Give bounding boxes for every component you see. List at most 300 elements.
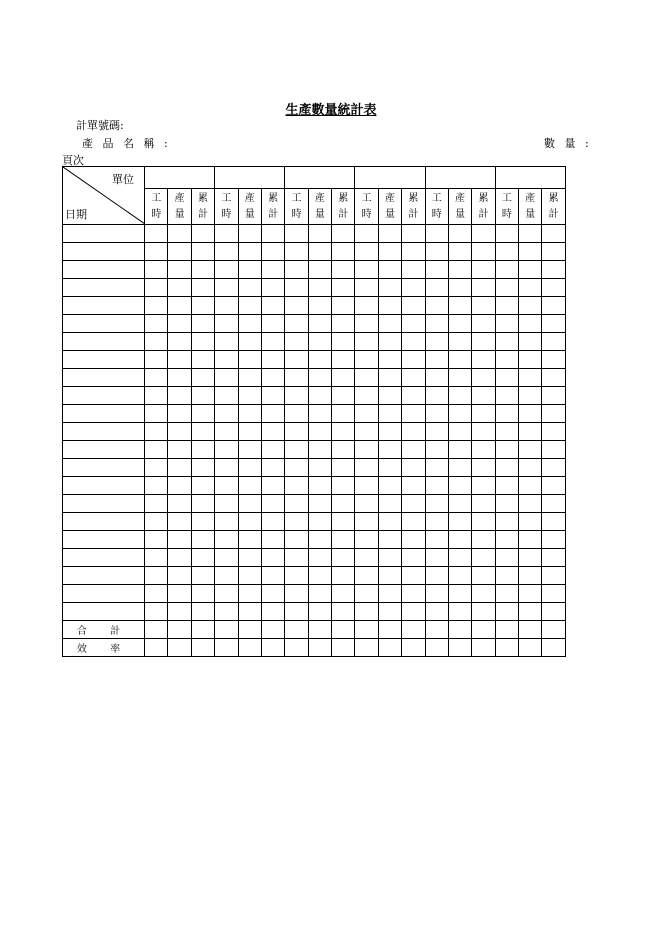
data-cell[interactable] — [542, 495, 565, 513]
data-cell[interactable] — [472, 279, 495, 297]
data-cell[interactable] — [285, 567, 308, 585]
data-cell[interactable] — [168, 405, 191, 423]
data-cell[interactable] — [519, 441, 542, 459]
data-cell[interactable] — [378, 243, 401, 261]
data-cell[interactable] — [519, 405, 542, 423]
data-cell[interactable] — [495, 477, 518, 495]
date-cell[interactable] — [63, 531, 145, 549]
unit-cell[interactable] — [425, 167, 495, 189]
data-cell[interactable] — [308, 639, 331, 657]
unit-cell[interactable] — [215, 167, 285, 189]
data-cell[interactable] — [542, 387, 565, 405]
data-cell[interactable] — [308, 513, 331, 531]
data-cell[interactable] — [261, 423, 284, 441]
data-cell[interactable] — [191, 477, 214, 495]
data-cell[interactable] — [542, 297, 565, 315]
data-cell[interactable] — [425, 495, 448, 513]
data-cell[interactable] — [472, 567, 495, 585]
data-cell[interactable] — [332, 549, 355, 567]
data-cell[interactable] — [285, 459, 308, 477]
data-cell[interactable] — [261, 243, 284, 261]
data-cell[interactable] — [215, 369, 238, 387]
data-cell[interactable] — [448, 297, 471, 315]
data-cell[interactable] — [215, 315, 238, 333]
data-cell[interactable] — [495, 279, 518, 297]
data-cell[interactable] — [355, 297, 378, 315]
data-cell[interactable] — [542, 621, 565, 639]
data-cell[interactable] — [285, 513, 308, 531]
data-cell[interactable] — [448, 441, 471, 459]
data-cell[interactable] — [261, 603, 284, 621]
data-cell[interactable] — [519, 297, 542, 315]
data-cell[interactable] — [355, 261, 378, 279]
data-cell[interactable] — [308, 567, 331, 585]
data-cell[interactable] — [355, 549, 378, 567]
data-cell[interactable] — [519, 225, 542, 243]
date-cell[interactable] — [63, 423, 145, 441]
data-cell[interactable] — [542, 531, 565, 549]
data-cell[interactable] — [261, 351, 284, 369]
data-cell[interactable] — [261, 387, 284, 405]
data-cell[interactable] — [495, 603, 518, 621]
data-cell[interactable] — [191, 315, 214, 333]
data-cell[interactable] — [332, 405, 355, 423]
data-cell[interactable] — [261, 459, 284, 477]
data-cell[interactable] — [145, 297, 168, 315]
data-cell[interactable] — [378, 603, 401, 621]
data-cell[interactable] — [238, 495, 261, 513]
data-cell[interactable] — [215, 459, 238, 477]
data-cell[interactable] — [285, 585, 308, 603]
data-cell[interactable] — [472, 243, 495, 261]
data-cell[interactable] — [238, 315, 261, 333]
data-cell[interactable] — [355, 225, 378, 243]
data-cell[interactable] — [261, 585, 284, 603]
data-cell[interactable] — [285, 495, 308, 513]
data-cell[interactable] — [261, 333, 284, 351]
data-cell[interactable] — [448, 639, 471, 657]
data-cell[interactable] — [495, 459, 518, 477]
data-cell[interactable] — [519, 639, 542, 657]
data-cell[interactable] — [355, 531, 378, 549]
data-cell[interactable] — [355, 423, 378, 441]
data-cell[interactable] — [448, 549, 471, 567]
data-cell[interactable] — [168, 459, 191, 477]
data-cell[interactable] — [145, 603, 168, 621]
data-cell[interactable] — [261, 279, 284, 297]
data-cell[interactable] — [355, 495, 378, 513]
data-cell[interactable] — [519, 387, 542, 405]
data-cell[interactable] — [285, 603, 308, 621]
data-cell[interactable] — [238, 441, 261, 459]
data-cell[interactable] — [215, 549, 238, 567]
data-cell[interactable] — [355, 369, 378, 387]
data-cell[interactable] — [215, 585, 238, 603]
data-cell[interactable] — [238, 603, 261, 621]
data-cell[interactable] — [261, 513, 284, 531]
data-cell[interactable] — [472, 387, 495, 405]
data-cell[interactable] — [495, 369, 518, 387]
data-cell[interactable] — [542, 513, 565, 531]
data-cell[interactable] — [472, 315, 495, 333]
data-cell[interactable] — [145, 333, 168, 351]
data-cell[interactable] — [332, 441, 355, 459]
data-cell[interactable] — [191, 279, 214, 297]
data-cell[interactable] — [472, 423, 495, 441]
data-cell[interactable] — [355, 315, 378, 333]
data-cell[interactable] — [448, 351, 471, 369]
data-cell[interactable] — [238, 567, 261, 585]
data-cell[interactable] — [519, 495, 542, 513]
unit-cell[interactable] — [285, 167, 355, 189]
data-cell[interactable] — [261, 567, 284, 585]
data-cell[interactable] — [308, 351, 331, 369]
data-cell[interactable] — [145, 279, 168, 297]
data-cell[interactable] — [378, 315, 401, 333]
data-cell[interactable] — [495, 351, 518, 369]
data-cell[interactable] — [355, 351, 378, 369]
data-cell[interactable] — [495, 225, 518, 243]
data-cell[interactable] — [191, 333, 214, 351]
data-cell[interactable] — [332, 369, 355, 387]
data-cell[interactable] — [238, 531, 261, 549]
data-cell[interactable] — [448, 603, 471, 621]
data-cell[interactable] — [355, 639, 378, 657]
data-cell[interactable] — [191, 297, 214, 315]
data-cell[interactable] — [332, 621, 355, 639]
data-cell[interactable] — [425, 639, 448, 657]
data-cell[interactable] — [425, 621, 448, 639]
data-cell[interactable] — [425, 225, 448, 243]
data-cell[interactable] — [402, 333, 425, 351]
data-cell[interactable] — [285, 315, 308, 333]
data-cell[interactable] — [215, 297, 238, 315]
data-cell[interactable] — [519, 243, 542, 261]
data-cell[interactable] — [378, 369, 401, 387]
date-cell[interactable] — [63, 567, 145, 585]
data-cell[interactable] — [308, 279, 331, 297]
data-cell[interactable] — [519, 513, 542, 531]
data-cell[interactable] — [285, 261, 308, 279]
data-cell[interactable] — [425, 351, 448, 369]
data-cell[interactable] — [215, 243, 238, 261]
data-cell[interactable] — [168, 621, 191, 639]
data-cell[interactable] — [542, 405, 565, 423]
data-cell[interactable] — [495, 585, 518, 603]
data-cell[interactable] — [519, 567, 542, 585]
data-cell[interactable] — [308, 477, 331, 495]
data-cell[interactable] — [191, 567, 214, 585]
data-cell[interactable] — [425, 387, 448, 405]
data-cell[interactable] — [425, 603, 448, 621]
data-cell[interactable] — [285, 297, 308, 315]
data-cell[interactable] — [378, 405, 401, 423]
data-cell[interactable] — [472, 441, 495, 459]
data-cell[interactable] — [168, 603, 191, 621]
data-cell[interactable] — [191, 441, 214, 459]
data-cell[interactable] — [308, 243, 331, 261]
data-cell[interactable] — [519, 261, 542, 279]
data-cell[interactable] — [448, 513, 471, 531]
data-cell[interactable] — [448, 531, 471, 549]
data-cell[interactable] — [425, 261, 448, 279]
data-cell[interactable] — [191, 423, 214, 441]
data-cell[interactable] — [238, 585, 261, 603]
data-cell[interactable] — [238, 369, 261, 387]
data-cell[interactable] — [332, 387, 355, 405]
date-cell[interactable] — [63, 513, 145, 531]
data-cell[interactable] — [215, 603, 238, 621]
data-cell[interactable] — [332, 567, 355, 585]
data-cell[interactable] — [448, 495, 471, 513]
data-cell[interactable] — [145, 621, 168, 639]
data-cell[interactable] — [145, 351, 168, 369]
data-cell[interactable] — [215, 405, 238, 423]
data-cell[interactable] — [425, 549, 448, 567]
data-cell[interactable] — [308, 387, 331, 405]
data-cell[interactable] — [285, 405, 308, 423]
data-cell[interactable] — [145, 495, 168, 513]
data-cell[interactable] — [261, 621, 284, 639]
data-cell[interactable] — [519, 351, 542, 369]
date-cell[interactable] — [63, 495, 145, 513]
data-cell[interactable] — [519, 333, 542, 351]
data-cell[interactable] — [378, 351, 401, 369]
data-cell[interactable] — [191, 405, 214, 423]
data-cell[interactable] — [472, 477, 495, 495]
data-cell[interactable] — [355, 387, 378, 405]
data-cell[interactable] — [425, 513, 448, 531]
data-cell[interactable] — [495, 549, 518, 567]
data-cell[interactable] — [472, 369, 495, 387]
data-cell[interactable] — [378, 297, 401, 315]
data-cell[interactable] — [542, 549, 565, 567]
data-cell[interactable] — [519, 315, 542, 333]
data-cell[interactable] — [308, 261, 331, 279]
data-cell[interactable] — [472, 297, 495, 315]
data-cell[interactable] — [378, 279, 401, 297]
data-cell[interactable] — [355, 477, 378, 495]
data-cell[interactable] — [261, 369, 284, 387]
data-cell[interactable] — [168, 423, 191, 441]
data-cell[interactable] — [168, 369, 191, 387]
data-cell[interactable] — [378, 495, 401, 513]
data-cell[interactable] — [402, 261, 425, 279]
data-cell[interactable] — [519, 531, 542, 549]
data-cell[interactable] — [448, 477, 471, 495]
data-cell[interactable] — [238, 243, 261, 261]
data-cell[interactable] — [215, 513, 238, 531]
data-cell[interactable] — [519, 477, 542, 495]
data-cell[interactable] — [472, 639, 495, 657]
data-cell[interactable] — [425, 405, 448, 423]
data-cell[interactable] — [191, 603, 214, 621]
data-cell[interactable] — [355, 441, 378, 459]
data-cell[interactable] — [285, 531, 308, 549]
data-cell[interactable] — [308, 441, 331, 459]
data-cell[interactable] — [519, 621, 542, 639]
data-cell[interactable] — [238, 513, 261, 531]
data-cell[interactable] — [378, 261, 401, 279]
data-cell[interactable] — [542, 567, 565, 585]
data-cell[interactable] — [448, 405, 471, 423]
data-cell[interactable] — [238, 621, 261, 639]
data-cell[interactable] — [402, 441, 425, 459]
data-cell[interactable] — [448, 261, 471, 279]
date-cell[interactable] — [63, 585, 145, 603]
data-cell[interactable] — [261, 639, 284, 657]
data-cell[interactable] — [145, 243, 168, 261]
data-cell[interactable] — [378, 585, 401, 603]
data-cell[interactable] — [542, 423, 565, 441]
data-cell[interactable] — [448, 333, 471, 351]
data-cell[interactable] — [145, 531, 168, 549]
data-cell[interactable] — [402, 621, 425, 639]
data-cell[interactable] — [285, 279, 308, 297]
data-cell[interactable] — [238, 549, 261, 567]
data-cell[interactable] — [238, 387, 261, 405]
data-cell[interactable] — [332, 531, 355, 549]
data-cell[interactable] — [378, 567, 401, 585]
data-cell[interactable] — [402, 603, 425, 621]
data-cell[interactable] — [145, 423, 168, 441]
data-cell[interactable] — [519, 423, 542, 441]
data-cell[interactable] — [378, 225, 401, 243]
data-cell[interactable] — [402, 585, 425, 603]
data-cell[interactable] — [425, 315, 448, 333]
data-cell[interactable] — [472, 333, 495, 351]
data-cell[interactable] — [238, 423, 261, 441]
data-cell[interactable] — [378, 549, 401, 567]
data-cell[interactable] — [402, 459, 425, 477]
data-cell[interactable] — [285, 351, 308, 369]
data-cell[interactable] — [308, 531, 331, 549]
data-cell[interactable] — [238, 261, 261, 279]
data-cell[interactable] — [238, 333, 261, 351]
data-cell[interactable] — [261, 495, 284, 513]
data-cell[interactable] — [145, 387, 168, 405]
unit-cell[interactable] — [495, 167, 565, 189]
data-cell[interactable] — [355, 621, 378, 639]
data-cell[interactable] — [402, 405, 425, 423]
data-cell[interactable] — [402, 297, 425, 315]
data-cell[interactable] — [285, 441, 308, 459]
data-cell[interactable] — [472, 549, 495, 567]
data-cell[interactable] — [145, 441, 168, 459]
data-cell[interactable] — [495, 441, 518, 459]
data-cell[interactable] — [168, 567, 191, 585]
data-cell[interactable] — [519, 603, 542, 621]
data-cell[interactable] — [261, 297, 284, 315]
data-cell[interactable] — [168, 549, 191, 567]
data-cell[interactable] — [285, 621, 308, 639]
data-cell[interactable] — [332, 279, 355, 297]
data-cell[interactable] — [495, 567, 518, 585]
data-cell[interactable] — [285, 423, 308, 441]
data-cell[interactable] — [332, 297, 355, 315]
data-cell[interactable] — [472, 405, 495, 423]
date-cell[interactable] — [63, 261, 145, 279]
data-cell[interactable] — [495, 513, 518, 531]
data-cell[interactable] — [495, 333, 518, 351]
data-cell[interactable] — [378, 531, 401, 549]
data-cell[interactable] — [145, 261, 168, 279]
data-cell[interactable] — [168, 279, 191, 297]
date-cell[interactable] — [63, 603, 145, 621]
data-cell[interactable] — [215, 387, 238, 405]
data-cell[interactable] — [332, 639, 355, 657]
data-cell[interactable] — [425, 441, 448, 459]
data-cell[interactable] — [238, 279, 261, 297]
data-cell[interactable] — [495, 243, 518, 261]
data-cell[interactable] — [145, 639, 168, 657]
data-cell[interactable] — [215, 531, 238, 549]
data-cell[interactable] — [425, 243, 448, 261]
data-cell[interactable] — [261, 225, 284, 243]
data-cell[interactable] — [472, 351, 495, 369]
data-cell[interactable] — [332, 585, 355, 603]
data-cell[interactable] — [332, 333, 355, 351]
data-cell[interactable] — [542, 261, 565, 279]
data-cell[interactable] — [215, 621, 238, 639]
data-cell[interactable] — [542, 279, 565, 297]
data-cell[interactable] — [332, 225, 355, 243]
data-cell[interactable] — [191, 621, 214, 639]
data-cell[interactable] — [191, 387, 214, 405]
data-cell[interactable] — [145, 405, 168, 423]
data-cell[interactable] — [519, 585, 542, 603]
data-cell[interactable] — [308, 369, 331, 387]
data-cell[interactable] — [285, 243, 308, 261]
date-cell[interactable] — [63, 477, 145, 495]
data-cell[interactable] — [542, 351, 565, 369]
data-cell[interactable] — [355, 567, 378, 585]
data-cell[interactable] — [542, 585, 565, 603]
data-cell[interactable] — [472, 621, 495, 639]
data-cell[interactable] — [285, 333, 308, 351]
data-cell[interactable] — [308, 459, 331, 477]
data-cell[interactable] — [402, 315, 425, 333]
date-cell[interactable] — [63, 549, 145, 567]
data-cell[interactable] — [332, 423, 355, 441]
data-cell[interactable] — [308, 585, 331, 603]
data-cell[interactable] — [355, 333, 378, 351]
data-cell[interactable] — [355, 459, 378, 477]
data-cell[interactable] — [191, 459, 214, 477]
data-cell[interactable] — [542, 369, 565, 387]
data-cell[interactable] — [238, 477, 261, 495]
date-cell[interactable] — [63, 351, 145, 369]
data-cell[interactable] — [519, 459, 542, 477]
data-cell[interactable] — [402, 243, 425, 261]
data-cell[interactable] — [191, 639, 214, 657]
data-cell[interactable] — [168, 333, 191, 351]
data-cell[interactable] — [402, 513, 425, 531]
data-cell[interactable] — [261, 531, 284, 549]
data-cell[interactable] — [542, 333, 565, 351]
data-cell[interactable] — [145, 225, 168, 243]
data-cell[interactable] — [285, 639, 308, 657]
data-cell[interactable] — [495, 405, 518, 423]
data-cell[interactable] — [215, 333, 238, 351]
data-cell[interactable] — [308, 297, 331, 315]
data-cell[interactable] — [425, 567, 448, 585]
data-cell[interactable] — [378, 621, 401, 639]
data-cell[interactable] — [191, 513, 214, 531]
data-cell[interactable] — [145, 369, 168, 387]
data-cell[interactable] — [472, 495, 495, 513]
data-cell[interactable] — [191, 495, 214, 513]
